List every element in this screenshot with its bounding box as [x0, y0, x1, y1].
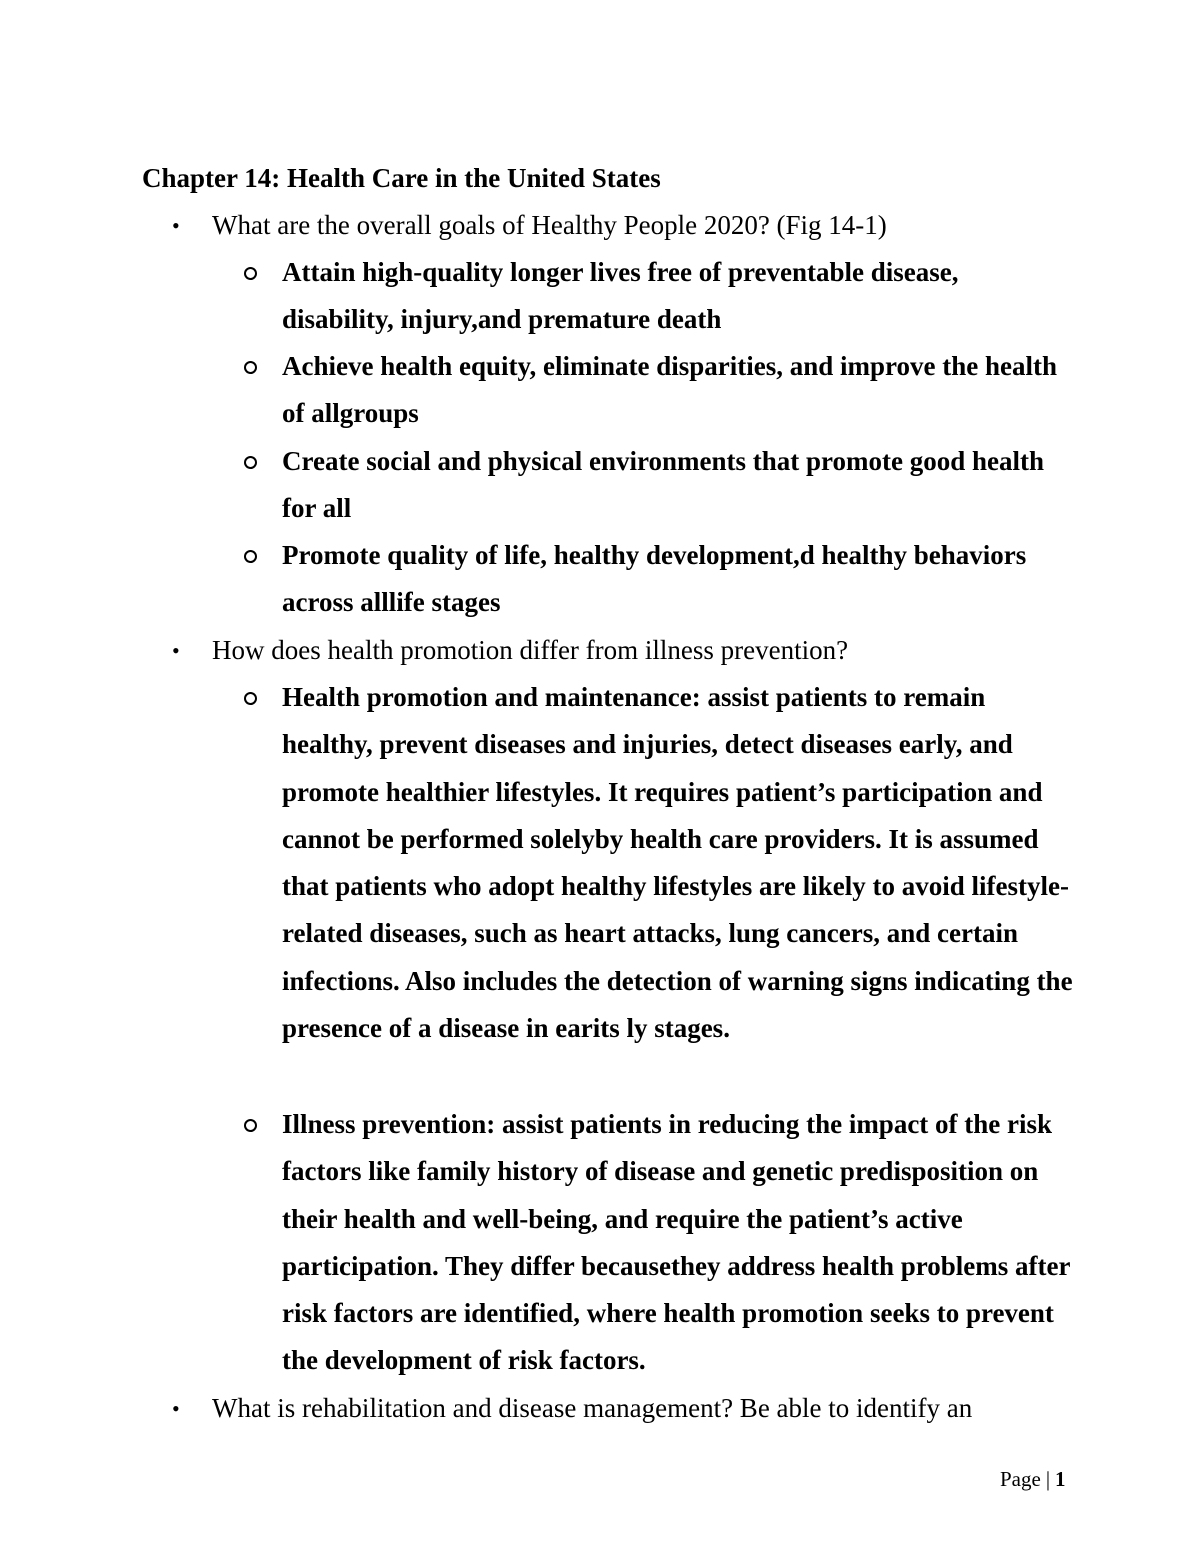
answer-item: [244, 343, 1074, 438]
page-label: Page: [1000, 1467, 1041, 1491]
answer-item: [244, 249, 1074, 344]
question-text: What are the overall goals of Healthy People 2020? (Fig 14-1): [212, 210, 887, 240]
question-text: How does health promotion differ from illness prevention?: [212, 635, 849, 665]
circle-bullet-icon: [244, 456, 257, 469]
answer-item: [244, 1101, 1074, 1385]
answer-text: Health promotion and maintenance: assist patients to remain healthy, prevent diseases and injuries, detect diseases early, and promote healthier lifestyles. It requires patient’s participation and cannot be performed solelyby health care providers. It is assumed that patients who adopt healthy lifestyles are likely to avoid lifestyle-related diseases, such as heart attacks, lung cancers, and certain infections. Also includes the detection of warning signs indicating the presence of a disease in earits ly stages.: [282, 682, 1073, 1044]
chapter-title: Chapter 14: Health Care in the United States: [142, 163, 661, 193]
circle-bullet-icon: [244, 361, 257, 374]
circle-bullet-icon: [244, 692, 257, 705]
answer-item: [244, 532, 1074, 627]
answer-text: Promote quality of life, healthy development,d healthy behaviors across alllife stages: [282, 540, 1027, 618]
bullet-icon: •: [172, 1396, 180, 1421]
answer-item: [244, 438, 1074, 533]
bullet-icon: •: [172, 213, 180, 238]
page-number: 1: [1055, 1467, 1066, 1491]
page-footer: [1000, 1464, 1066, 1494]
bullet-icon: •: [172, 638, 180, 663]
answer-text: Attain high-quality longer lives free of preventable disease, disability, injury,and premature death: [282, 257, 959, 335]
answer-item: [244, 674, 1074, 1052]
answer-text: Create social and physical environments that promote good health for all: [282, 446, 1045, 524]
circle-bullet-icon: [244, 267, 257, 280]
page-separator: |: [1045, 1467, 1051, 1491]
question-text: What is rehabilitation and disease management? Be able to identify an: [212, 1393, 973, 1423]
circle-bullet-icon: [244, 550, 257, 563]
answer-text: Achieve health equity, eliminate disparities, and improve the health of allgroups: [282, 351, 1057, 429]
answer-text: Illness prevention: assist patients in reducing the impact of the risk factors like family history of disease and genetic predisposition on their health and well-being, and require the patient’s active participation. They differ becausethey address health problems after risk factors are identified, where health promotion seeks to prevent the development of risk factors.: [282, 1109, 1070, 1376]
circle-bullet-icon: [244, 1119, 257, 1132]
